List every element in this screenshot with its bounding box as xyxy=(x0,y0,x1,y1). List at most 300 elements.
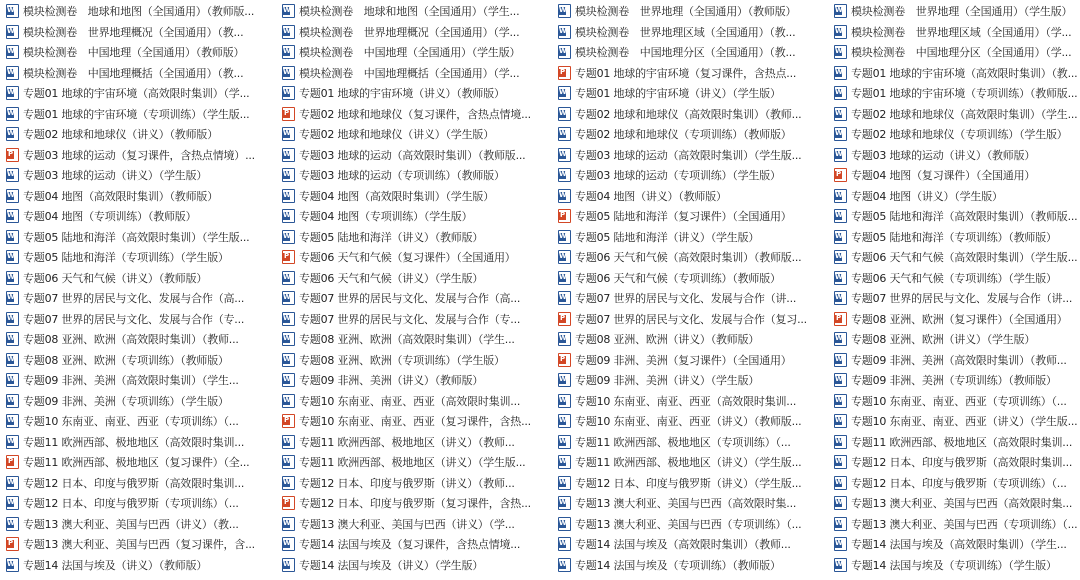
file-item[interactable] xyxy=(0,165,276,186)
word-file-icon xyxy=(558,86,571,100)
word-file-icon xyxy=(558,148,571,162)
file-item[interactable] xyxy=(828,247,1080,268)
file-name: 专题09 非洲、美洲（高效限时集训）（教师... xyxy=(851,353,1067,367)
word-file-icon xyxy=(834,476,847,490)
file-item[interactable] xyxy=(828,350,1080,371)
file-name: 专题12 日本、印度与俄罗斯（专项训练）（... xyxy=(851,476,1067,490)
file-name: 专题09 非洲、美洲（复习课件）（全国通用） xyxy=(575,353,792,367)
file-name: 专题05 陆地和海洋（专项训练）（学生版） xyxy=(23,251,229,265)
word-file-icon xyxy=(282,168,295,182)
file-item[interactable] xyxy=(552,83,828,104)
file-name: 专题02 地球和地球仪（讲义）（教师版） xyxy=(23,128,218,142)
file-name: 专题12 日本、印度与俄罗斯（高效限时集训... xyxy=(851,456,1073,470)
file-name: 专题03 地球的运动（高效限时集训）（教师版... xyxy=(299,148,526,162)
file-item[interactable] xyxy=(552,104,828,125)
file-name: 专题02 地球和地球仪（复习课件，含热点情境... xyxy=(299,107,531,121)
file-name: 专题05 陆地和海洋（讲义）（学生版） xyxy=(575,230,760,244)
word-file-icon xyxy=(558,414,571,428)
word-file-icon xyxy=(6,332,19,346)
file-name: 专题04 地图（讲义）（学生版） xyxy=(851,189,1003,203)
file-name: 专题04 地图（讲义）（教师版） xyxy=(575,189,727,203)
file-name: 模块检测卷 世界地理概况（全国通用）（教... xyxy=(23,25,244,39)
file-item[interactable] xyxy=(552,555,828,576)
file-item[interactable] xyxy=(552,124,828,145)
file-name: 专题12 日本、印度与俄罗斯（专项训练）（... xyxy=(23,497,239,511)
file-name: 专题12 日本、印度与俄罗斯（讲义）（教师... xyxy=(299,476,515,490)
file-name: 专题09 非洲、美洲（专项训练）（教师版） xyxy=(851,374,1057,388)
file-name: 模块检测卷 中国地理概括（全国通用）（学... xyxy=(299,66,520,80)
file-name: 专题13 澳大利亚、美国与巴西（讲义）（学... xyxy=(299,517,515,531)
file-item[interactable] xyxy=(276,83,552,104)
word-file-icon xyxy=(6,414,19,428)
file-name: 专题02 地球和地球仪（高效限时集训）（学生... xyxy=(851,107,1078,121)
file-item[interactable] xyxy=(276,268,552,289)
file-name: 专题01 地球的宇宙环境（讲义）（教师版） xyxy=(299,87,505,101)
file-name: 专题14 法国与埃及（讲义）（学生版） xyxy=(299,558,484,572)
file-item[interactable] xyxy=(552,145,828,166)
file-item[interactable] xyxy=(276,1,552,22)
file-name: 专题10 东南亚、南亚、西亚（高效限时集训... xyxy=(299,394,521,408)
word-file-icon xyxy=(6,189,19,203)
word-file-icon xyxy=(834,271,847,285)
file-name: 专题08 亚洲、欧洲（专项训练）（教师版） xyxy=(23,353,229,367)
word-file-icon xyxy=(558,332,571,346)
file-name: 专题11 欧洲西部、极地地区（讲义）（教师... xyxy=(299,435,515,449)
word-file-icon xyxy=(834,45,847,59)
word-file-icon xyxy=(834,107,847,121)
word-file-icon xyxy=(558,250,571,264)
file-item[interactable] xyxy=(828,534,1080,555)
file-item[interactable] xyxy=(276,104,552,125)
file-name: 专题09 非洲、美洲（专项训练）（学生版） xyxy=(23,394,229,408)
file-name: 专题14 法国与埃及（高效限时集训）（教师... xyxy=(575,538,791,552)
word-file-icon xyxy=(558,476,571,490)
file-item[interactable] xyxy=(276,247,552,268)
file-name: 专题05 陆地和海洋（讲义）（教师版） xyxy=(299,230,484,244)
file-name: 专题13 澳大利亚、美国与巴西（专项训练）（... xyxy=(851,517,1078,531)
file-item[interactable] xyxy=(828,555,1080,576)
file-name: 专题13 澳大利亚、美国与巴西（高效限时集... xyxy=(851,497,1073,511)
file-name: 专题02 地球和地球仪（高效限时集训）（教师... xyxy=(575,107,802,121)
file-item[interactable] xyxy=(552,534,828,555)
file-item[interactable] xyxy=(828,288,1080,309)
word-file-icon xyxy=(558,25,571,39)
file-name: 专题07 世界的居民与文化、发展与合作（讲... xyxy=(851,292,1073,306)
file-item[interactable] xyxy=(552,493,828,514)
file-name: 专题11 欧洲西部、极地地区（高效限时集训... xyxy=(851,435,1073,449)
file-name: 专题08 亚洲、欧洲（复习课件）（全国通用） xyxy=(851,312,1068,326)
file-item[interactable] xyxy=(828,268,1080,289)
file-item[interactable] xyxy=(828,22,1080,43)
file-item[interactable] xyxy=(0,227,276,248)
file-name: 模块检测卷 地球和地图（全国通用）（教师版... xyxy=(23,5,255,19)
file-item[interactable] xyxy=(0,411,276,432)
file-item[interactable] xyxy=(828,186,1080,207)
file-item[interactable] xyxy=(276,227,552,248)
file-item[interactable] xyxy=(0,145,276,166)
file-name: 专题09 非洲、美洲（高效限时集训）（学生... xyxy=(23,374,239,388)
word-file-icon xyxy=(558,127,571,141)
file-item[interactable] xyxy=(552,1,828,22)
file-item[interactable] xyxy=(828,165,1080,186)
file-name: 专题06 天气和气候（讲义）（教师版） xyxy=(23,271,208,285)
file-name: 专题04 地图（专项训练）（教师版） xyxy=(23,210,197,224)
file-item[interactable] xyxy=(276,370,552,391)
file-item[interactable] xyxy=(0,370,276,391)
file-name: 专题06 天气和气候（复习课件）（全国通用） xyxy=(299,251,516,265)
file-item[interactable] xyxy=(0,350,276,371)
file-item[interactable] xyxy=(828,432,1080,453)
word-file-icon xyxy=(834,517,847,531)
file-item[interactable] xyxy=(0,452,276,473)
word-file-icon xyxy=(282,189,295,203)
file-item[interactable] xyxy=(828,145,1080,166)
word-file-icon xyxy=(282,312,295,326)
file-name: 专题08 亚洲、欧洲（专项训练）（学生版） xyxy=(299,353,505,367)
file-name: 模块检测卷 中国地理分区（全国通用）（教... xyxy=(575,46,796,60)
word-file-icon xyxy=(558,394,571,408)
file-name: 专题07 世界的居民与文化、发展与合作（高... xyxy=(299,292,521,306)
file-name: 专题05 陆地和海洋（专项训练）（教师版） xyxy=(851,230,1057,244)
file-item[interactable] xyxy=(276,329,552,350)
file-item[interactable] xyxy=(828,1,1080,22)
file-name: 专题03 地球的运动（专项训练）（教师版） xyxy=(299,169,505,183)
file-name: 专题11 欧洲西部、极地地区（复习课件）（全... xyxy=(23,456,250,470)
file-name: 专题10 东南亚、南亚、西亚（专项训练）（... xyxy=(851,394,1067,408)
word-file-icon xyxy=(834,435,847,449)
word-file-icon xyxy=(834,25,847,39)
file-item[interactable] xyxy=(276,186,552,207)
file-item[interactable] xyxy=(0,186,276,207)
file-item[interactable] xyxy=(0,83,276,104)
file-name: 专题08 亚洲、欧洲（高效限时集训）（教师... xyxy=(23,333,239,347)
file-name: 专题07 世界的居民与文化、发展与合作（专... xyxy=(23,312,245,326)
file-item[interactable] xyxy=(0,514,276,535)
file-item[interactable] xyxy=(552,22,828,43)
word-file-icon xyxy=(282,4,295,18)
file-item[interactable] xyxy=(0,1,276,22)
word-file-icon xyxy=(282,291,295,305)
word-file-icon xyxy=(558,189,571,203)
word-file-icon xyxy=(6,45,19,59)
file-item[interactable] xyxy=(828,370,1080,391)
file-item[interactable] xyxy=(828,391,1080,412)
file-name: 模块检测卷 世界地理（全国通用）（学生版） xyxy=(851,5,1073,19)
word-file-icon xyxy=(558,107,571,121)
file-name: 专题10 东南亚、南亚、西亚（讲义）（学生版... xyxy=(851,415,1078,429)
file-name: 专题03 地球的运动（讲义）（教师版） xyxy=(851,148,1036,162)
file-name: 专题14 法国与埃及（专项训练）（学生版） xyxy=(851,558,1057,572)
word-file-icon xyxy=(282,86,295,100)
word-file-icon xyxy=(6,4,19,18)
file-item[interactable] xyxy=(0,206,276,227)
file-name: 模块检测卷 中国地理概括（全国通用）（教... xyxy=(23,66,244,80)
word-file-icon xyxy=(282,271,295,285)
file-item[interactable] xyxy=(276,391,552,412)
file-item[interactable] xyxy=(0,104,276,125)
word-file-icon xyxy=(558,168,571,182)
word-file-icon xyxy=(6,435,19,449)
word-file-icon xyxy=(834,455,847,469)
word-file-icon xyxy=(834,332,847,346)
file-item[interactable] xyxy=(0,473,276,494)
file-item[interactable] xyxy=(552,514,828,535)
word-file-icon xyxy=(6,86,19,100)
word-file-icon xyxy=(282,45,295,59)
file-item[interactable] xyxy=(552,452,828,473)
powerpoint-file-icon xyxy=(6,148,19,162)
file-item[interactable] xyxy=(276,145,552,166)
file-name: 专题01 地球的宇宙环境（专项训练）（教师版... xyxy=(851,87,1078,101)
file-name: 专题02 地球和地球仪（讲义）（学生版） xyxy=(299,128,494,142)
file-item[interactable] xyxy=(552,329,828,350)
file-name: 专题12 日本、印度与俄罗斯（高效限时集训... xyxy=(23,476,245,490)
file-name: 专题03 地球的运动（复习课件，含热点情境）... xyxy=(23,148,255,162)
word-file-icon xyxy=(558,271,571,285)
file-item[interactable] xyxy=(552,206,828,227)
file-item[interactable] xyxy=(828,514,1080,535)
powerpoint-file-icon xyxy=(6,455,19,469)
file-item[interactable] xyxy=(0,493,276,514)
file-item[interactable] xyxy=(552,411,828,432)
file-item[interactable] xyxy=(552,268,828,289)
file-item[interactable] xyxy=(552,186,828,207)
file-name: 专题01 地球的宇宙环境（复习课件，含热点... xyxy=(575,66,797,80)
file-name: 模块检测卷 世界地理区域（全国通用）（学... xyxy=(851,25,1072,39)
file-item[interactable] xyxy=(552,391,828,412)
file-item[interactable] xyxy=(828,83,1080,104)
file-name: 专题06 天气和气候（高效限时集训）（学生版... xyxy=(851,251,1078,265)
file-name: 专题11 欧洲西部、极地地区（高效限时集训... xyxy=(23,435,245,449)
word-file-icon xyxy=(834,496,847,510)
file-item[interactable] xyxy=(828,329,1080,350)
file-item[interactable] xyxy=(828,411,1080,432)
file-item[interactable] xyxy=(0,63,276,84)
word-file-icon xyxy=(6,312,19,326)
file-name: 专题02 地球和地球仪（专项训练）（学生版） xyxy=(851,128,1068,142)
file-item[interactable] xyxy=(552,42,828,63)
word-file-icon xyxy=(282,394,295,408)
word-file-icon xyxy=(282,66,295,80)
file-item[interactable] xyxy=(276,165,552,186)
file-item[interactable] xyxy=(828,473,1080,494)
file-item[interactable] xyxy=(552,165,828,186)
word-file-icon xyxy=(558,537,571,551)
file-item[interactable] xyxy=(828,104,1080,125)
file-name: 专题13 澳大利亚、美国与巴西（高效限时集... xyxy=(575,497,797,511)
file-item[interactable] xyxy=(276,473,552,494)
file-item[interactable] xyxy=(828,309,1080,330)
file-item[interactable] xyxy=(0,288,276,309)
file-name: 专题05 陆地和海洋（复习课件）（全国通用） xyxy=(575,210,792,224)
word-file-icon xyxy=(834,537,847,551)
file-item[interactable] xyxy=(276,555,552,576)
word-file-icon xyxy=(6,558,19,572)
word-file-icon xyxy=(558,435,571,449)
file-name: 模块检测卷 中国地理（全国通用）（教师版） xyxy=(23,46,245,60)
word-file-icon xyxy=(6,517,19,531)
word-file-icon xyxy=(558,517,571,531)
word-file-icon xyxy=(834,250,847,264)
file-item[interactable] xyxy=(0,124,276,145)
file-name: 专题04 地图（高效限时集训）（学生版） xyxy=(299,189,494,203)
word-file-icon xyxy=(558,230,571,244)
file-item[interactable] xyxy=(276,42,552,63)
file-item[interactable] xyxy=(276,288,552,309)
file-name: 专题04 地图（高效限时集训）（教师版） xyxy=(23,189,218,203)
file-item[interactable] xyxy=(276,350,552,371)
file-item[interactable] xyxy=(276,309,552,330)
file-name: 模块检测卷 世界地理（全国通用）（教师版） xyxy=(575,5,797,19)
file-item[interactable] xyxy=(552,473,828,494)
file-name: 模块检测卷 世界地理区域（全国通用）（教... xyxy=(575,25,796,39)
file-name: 专题10 东南亚、南亚、西亚（复习课件，含热... xyxy=(299,415,531,429)
word-file-icon xyxy=(834,86,847,100)
word-file-icon xyxy=(834,66,847,80)
powerpoint-file-icon xyxy=(282,250,295,264)
word-file-icon xyxy=(834,394,847,408)
file-name: 模块检测卷 中国地理分区（全国通用）（学... xyxy=(851,46,1072,60)
file-name: 专题01 地球的宇宙环境（高效限时集训）（学... xyxy=(23,87,250,101)
file-item[interactable] xyxy=(552,288,828,309)
word-file-icon xyxy=(834,558,847,572)
file-item[interactable] xyxy=(0,534,276,555)
file-item[interactable] xyxy=(276,206,552,227)
powerpoint-file-icon xyxy=(558,312,571,326)
file-item[interactable] xyxy=(276,452,552,473)
word-file-icon xyxy=(6,394,19,408)
word-file-icon xyxy=(558,45,571,59)
file-name: 专题14 法国与埃及（专项训练）（教师版） xyxy=(575,558,781,572)
word-file-icon xyxy=(6,353,19,367)
file-name: 专题01 地球的宇宙环境（讲义）（学生版） xyxy=(575,87,781,101)
file-name: 专题11 欧洲西部、极地地区（专项训练）（... xyxy=(575,435,791,449)
word-file-icon xyxy=(834,373,847,387)
word-file-icon xyxy=(6,107,19,121)
word-file-icon xyxy=(282,373,295,387)
file-name: 专题10 东南亚、南亚、西亚（讲义）（教师版... xyxy=(575,415,802,429)
word-file-icon xyxy=(6,168,19,182)
file-name: 模块检测卷 中国地理（全国通用）（学生版） xyxy=(299,46,521,60)
powerpoint-file-icon xyxy=(6,537,19,551)
word-file-icon xyxy=(834,189,847,203)
word-file-icon xyxy=(282,476,295,490)
word-file-icon xyxy=(282,537,295,551)
word-file-icon xyxy=(834,414,847,428)
powerpoint-file-icon xyxy=(558,209,571,223)
file-item[interactable] xyxy=(828,227,1080,248)
word-file-icon xyxy=(834,148,847,162)
file-item[interactable] xyxy=(552,63,828,84)
word-file-icon xyxy=(282,353,295,367)
file-item[interactable] xyxy=(552,227,828,248)
file-item[interactable] xyxy=(0,432,276,453)
file-item[interactable] xyxy=(276,493,552,514)
word-file-icon xyxy=(282,25,295,39)
file-name: 专题06 天气和气候（专项训练）（学生版） xyxy=(851,271,1057,285)
file-item[interactable] xyxy=(0,22,276,43)
file-item[interactable] xyxy=(0,268,276,289)
file-item[interactable] xyxy=(0,555,276,576)
file-name: 专题04 地图（复习课件）（全国通用） xyxy=(851,169,1036,183)
file-item[interactable] xyxy=(276,411,552,432)
file-item[interactable] xyxy=(0,329,276,350)
file-item[interactable] xyxy=(276,514,552,535)
file-name: 专题02 地球和地球仪（专项训练）（教师版） xyxy=(575,128,792,142)
file-name: 专题08 亚洲、欧洲（讲义）（教师版） xyxy=(575,333,760,347)
file-name: 专题13 澳大利亚、美国与巴西（讲义）（教... xyxy=(23,517,239,531)
file-item[interactable] xyxy=(552,370,828,391)
powerpoint-file-icon xyxy=(558,66,571,80)
file-item[interactable] xyxy=(828,452,1080,473)
file-item[interactable] xyxy=(0,391,276,412)
file-name: 专题07 世界的居民与文化、发展与合作（高... xyxy=(23,292,245,306)
file-name: 专题14 法国与埃及（复习课件，含热点情境... xyxy=(299,538,521,552)
file-item[interactable] xyxy=(552,309,828,330)
file-item[interactable] xyxy=(552,350,828,371)
file-name: 专题10 东南亚、南亚、西亚（高效限时集训... xyxy=(575,394,797,408)
file-item[interactable] xyxy=(276,124,552,145)
word-file-icon xyxy=(6,127,19,141)
word-file-icon xyxy=(834,353,847,367)
word-file-icon xyxy=(6,66,19,80)
file-item[interactable] xyxy=(0,247,276,268)
word-file-icon xyxy=(6,209,19,223)
word-file-icon xyxy=(558,4,571,18)
word-file-icon xyxy=(282,435,295,449)
file-name: 专题07 世界的居民与文化、发展与合作（专... xyxy=(299,312,521,326)
file-name: 专题05 陆地和海洋（高效限时集训）（教师版... xyxy=(851,210,1078,224)
powerpoint-file-icon xyxy=(282,414,295,428)
word-file-icon xyxy=(282,127,295,141)
file-item[interactable] xyxy=(828,124,1080,145)
file-item[interactable] xyxy=(552,432,828,453)
file-item[interactable] xyxy=(828,206,1080,227)
word-file-icon xyxy=(6,476,19,490)
file-item[interactable] xyxy=(828,42,1080,63)
file-name: 专题11 欧洲西部、极地地区（讲义）（学生版... xyxy=(299,456,526,470)
word-file-icon xyxy=(6,250,19,264)
file-item[interactable] xyxy=(552,247,828,268)
file-name: 专题09 非洲、美洲（讲义）（教师版） xyxy=(299,374,484,388)
powerpoint-file-icon xyxy=(834,312,847,326)
file-name: 专题07 世界的居民与文化、发展与合作（讲... xyxy=(575,292,797,306)
word-file-icon xyxy=(558,455,571,469)
word-file-icon xyxy=(6,230,19,244)
file-name: 专题03 地球的运动（专项训练）（学生版） xyxy=(575,169,781,183)
file-name: 专题14 法国与埃及（高效限时集训）（学生... xyxy=(851,538,1067,552)
powerpoint-file-icon xyxy=(282,107,295,121)
word-file-icon xyxy=(834,291,847,305)
file-name: 专题06 天气和气候（讲义）（学生版） xyxy=(299,271,484,285)
file-name: 专题14 法国与埃及（讲义）（教师版） xyxy=(23,558,208,572)
file-item[interactable] xyxy=(276,63,552,84)
word-file-icon xyxy=(6,496,19,510)
file-item[interactable] xyxy=(828,493,1080,514)
file-name: 专题04 地图（专项训练）（学生版） xyxy=(299,210,473,224)
file-item[interactable] xyxy=(276,22,552,43)
file-item[interactable] xyxy=(828,63,1080,84)
file-item[interactable] xyxy=(0,309,276,330)
file-name: 专题07 世界的居民与文化、发展与合作（复习... xyxy=(575,312,807,326)
file-item[interactable] xyxy=(276,432,552,453)
file-name: 专题01 地球的宇宙环境（专项训练）（学生版... xyxy=(23,107,250,121)
file-name: 专题03 地球的运动（高效限时集训）（学生版... xyxy=(575,148,802,162)
file-name: 专题08 亚洲、欧洲（高效限时集训）（学生... xyxy=(299,333,515,347)
file-item[interactable] xyxy=(276,534,552,555)
word-file-icon xyxy=(834,4,847,18)
file-item[interactable] xyxy=(0,42,276,63)
